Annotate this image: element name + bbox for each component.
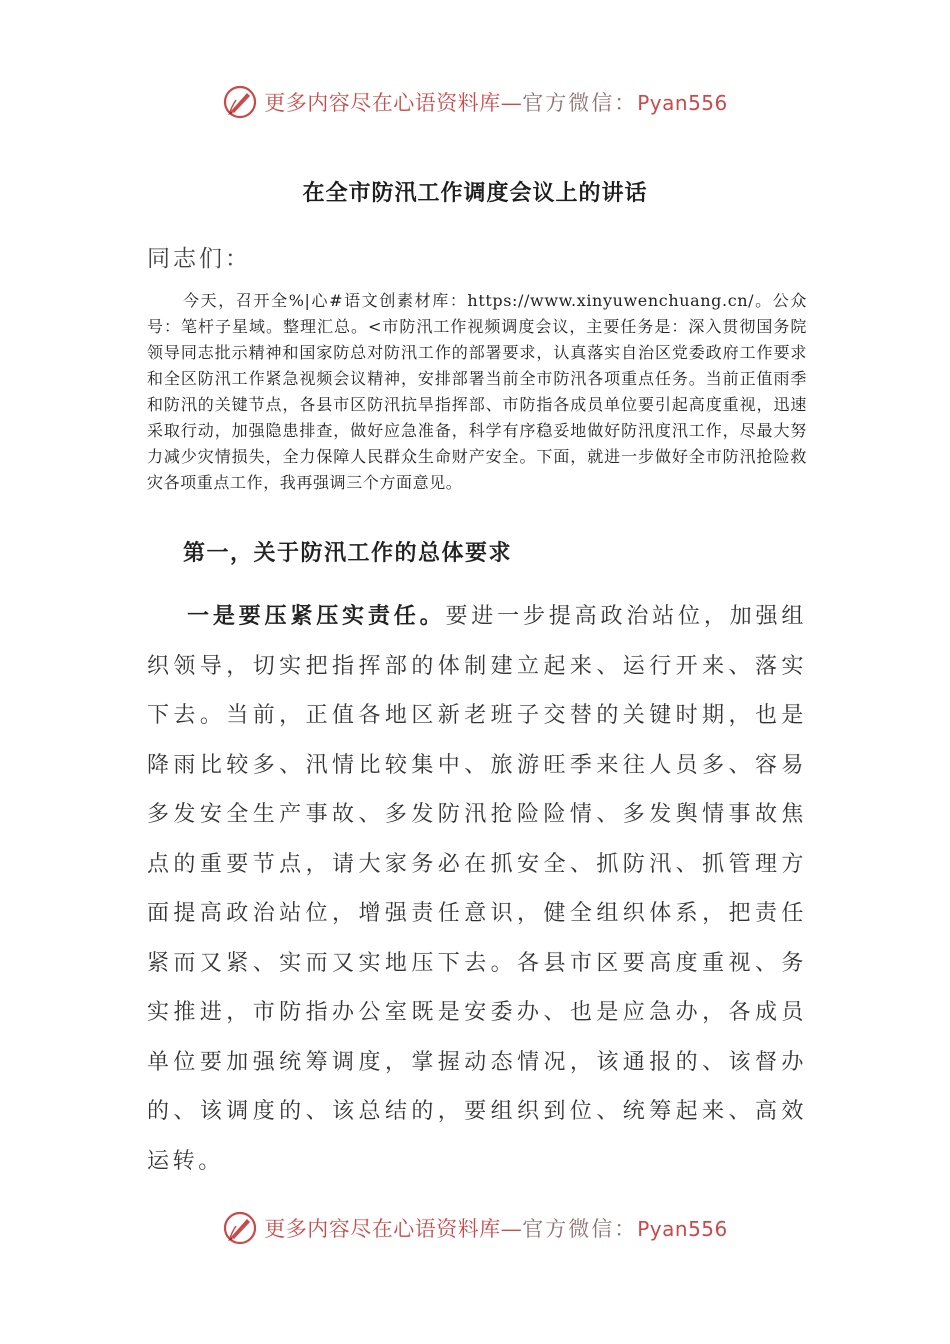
watermark-dash: —: [500, 1217, 523, 1241]
point-one-body: 要进一步提高政治站位，加强组织领导，切实把指挥部的体制建立起来、运行开来、落实下去。当前，正值各地区新老班子交替的关键时期，也是降雨比较多、汛情比较集中、旅游旺季来往人员多、容易多发安全生产事故、多发防汛抢险险情、多发舆情事故焦点的重要节点，请大家务必在抓安全、抓防汛、抓管理方面提高政治站位，增强责任意识，健全组织体系，把责任紧而又紧、实而又实地压下去。各县市区要高度重视、务实推进，市防指办公室既是安委办、也是应急办，各成员单位要加强统筹调度，掌握动态情况，该通报的、该督办的、该调度的、该总结的，要组织到位、统筹起来、高效运转。: [147, 604, 807, 1174]
watermark-label: 官方微信：: [522, 1217, 638, 1241]
quill-pen-logo-icon: [222, 1210, 258, 1246]
watermark-text: [264, 87, 728, 117]
watermark-text: [264, 1213, 728, 1243]
watermark-main: 更多内容尽在心语资料库: [264, 1217, 501, 1241]
document-title: 在全市防汛工作调度会议上的讲话: [302, 181, 648, 206]
intro-paragraph: 今天，召开全%|心#语文创素材库：https://www.xinyuwenchuang.cn/。公众号：笔杆子星域。整理汇总。<市防汛工作视频调度会议，主要任务是：深入贯彻国务院领导同志批示精神和国家防总对防汛工作的部署要求，认真落实自治区党委政府工作要求和全区防汛工作紧急视频会议精神，安排部署当前全市防汛各项重点任务。当前正值雨季和防汛的关键节点，各县市区防汛抗旱指挥部、市防指各成员单位要引起高度重视，迅速采取行动，加强隐患排查，做好应急准备，科学有序稳妥地做好防汛度汛工作，尽最大努力减少灾情损失，全力保障人民群众生命财产安全。下面，就进一步做好全市防汛抢险救灾各项重点工作，我再强调三个方面意见。: [147, 291, 807, 492]
watermark-main: 更多内容尽在心语资料库: [264, 91, 501, 115]
section-heading: 第一，关于防汛工作的总体要求: [183, 541, 513, 566]
salutation: 同志们：: [147, 246, 251, 272]
header-watermark: [0, 80, 950, 124]
watermark-dash: —: [500, 91, 523, 115]
point-one-paragraph: [147, 592, 807, 1186]
footer-watermark: [0, 1206, 950, 1250]
watermark-label: 官方微信：: [522, 91, 638, 115]
quill-pen-logo-icon: [222, 84, 258, 120]
point-one-lead: 一是要压紧压实责任。: [187, 603, 446, 629]
watermark-wechat-id: Pyan556: [637, 1217, 728, 1241]
watermark-wechat-id: Pyan556: [637, 91, 728, 115]
